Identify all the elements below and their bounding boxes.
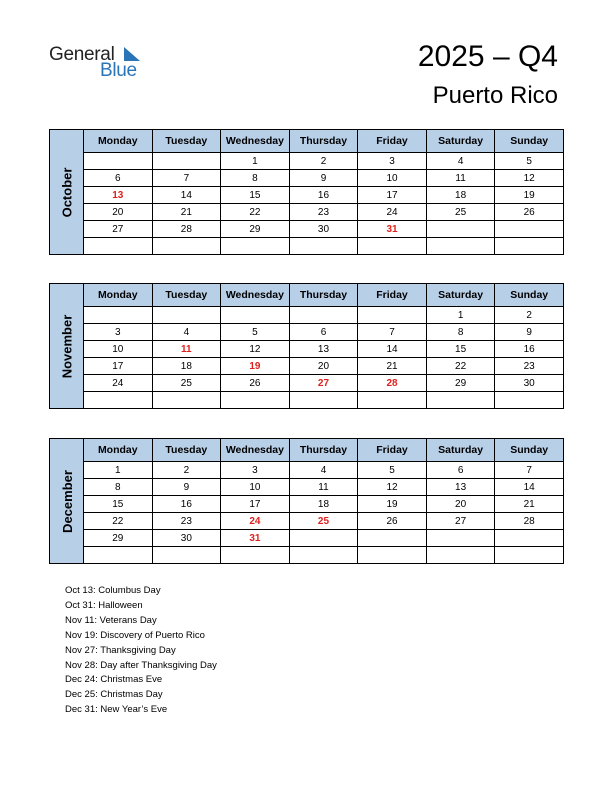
day-cell [152,547,221,564]
weekday-header: Monday [84,284,153,307]
day-cell: 20 [289,358,358,375]
weekday-header: Wednesday [221,284,290,307]
day-cell [426,238,495,255]
weekday-header: Tuesday [152,284,221,307]
day-cell [495,530,564,547]
holiday-item: Dec 25: Christmas Day [65,689,163,701]
month-label [49,438,84,564]
day-cell: 28 [358,375,427,392]
day-cell [221,307,290,324]
week-row [84,238,564,255]
day-cell: 27 [289,375,358,392]
day-cell: 29 [84,530,153,547]
day-cell: 21 [152,204,221,221]
weekday-header: Tuesday [152,439,221,462]
day-cell: 7 [358,324,427,341]
month-label [49,129,84,255]
day-cell: 21 [358,358,427,375]
day-cell [426,392,495,409]
week-row [84,170,564,187]
day-cell: 10 [221,479,290,496]
day-cell: 2 [152,462,221,479]
day-cell: 4 [426,153,495,170]
month-name: October [59,167,75,217]
month-name: November [59,314,75,378]
day-cell: 25 [289,513,358,530]
day-cell: 2 [495,307,564,324]
week-row [84,547,564,564]
day-cell [289,530,358,547]
day-cell: 26 [495,204,564,221]
weekday-header: Monday [84,130,153,153]
week-row [84,392,564,409]
day-cell: 31 [221,530,290,547]
logo-text-general: General [49,44,115,65]
day-cell [152,238,221,255]
day-cell: 11 [289,479,358,496]
day-cell: 8 [221,170,290,187]
day-cell [221,238,290,255]
day-cell [221,547,290,564]
day-cell: 14 [152,187,221,204]
day-cell [426,221,495,238]
week-row [84,341,564,358]
day-cell: 1 [84,462,153,479]
day-cell: 23 [495,358,564,375]
holiday-list [65,584,217,718]
day-cell: 11 [152,341,221,358]
day-cell: 4 [152,324,221,341]
day-cell: 1 [221,153,290,170]
day-cell [495,221,564,238]
day-cell: 13 [84,187,153,204]
day-cell [289,392,358,409]
day-cell: 8 [84,479,153,496]
day-cell: 30 [289,221,358,238]
day-cell: 22 [426,358,495,375]
day-cell: 23 [152,513,221,530]
day-cell: 21 [495,496,564,513]
day-cell: 18 [289,496,358,513]
day-cell: 28 [495,513,564,530]
day-cell: 9 [152,479,221,496]
month-label [49,283,84,409]
day-cell: 14 [358,341,427,358]
day-cell: 13 [426,479,495,496]
logo-text-blue: Blue [100,60,137,81]
holiday-item: Oct 31: Halloween [65,599,143,611]
day-cell: 26 [221,375,290,392]
day-cell: 22 [221,204,290,221]
day-cell: 28 [152,221,221,238]
day-cell: 31 [358,221,427,238]
week-row [84,307,564,324]
weekday-header: Wednesday [221,439,290,462]
day-cell: 3 [358,153,427,170]
day-cell: 22 [84,513,153,530]
day-cell [221,392,290,409]
month-calendar [49,129,564,255]
day-cell [358,530,427,547]
page-title: 2025 – Q4 [417,40,558,73]
day-cell: 19 [495,187,564,204]
day-cell: 17 [84,358,153,375]
day-cell: 3 [84,324,153,341]
day-cell [495,547,564,564]
day-cell: 24 [84,375,153,392]
weekday-header: Thursday [289,130,358,153]
month-grid [83,438,564,564]
day-cell: 29 [221,221,290,238]
holiday-item: Dec 24: Christmas Eve [65,674,163,686]
day-cell: 8 [426,324,495,341]
week-row [84,324,564,341]
day-cell [289,307,358,324]
day-cell: 17 [358,187,427,204]
day-cell: 12 [221,341,290,358]
day-cell: 5 [495,153,564,170]
weekday-header: Tuesday [152,130,221,153]
day-cell: 15 [426,341,495,358]
day-cell: 23 [289,204,358,221]
day-cell: 15 [221,187,290,204]
day-cell: 12 [358,479,427,496]
weekday-header: Sunday [495,130,564,153]
weekday-header: Saturday [426,439,495,462]
day-cell: 19 [358,496,427,513]
week-row [84,375,564,392]
day-cell: 29 [426,375,495,392]
day-cell: 7 [152,170,221,187]
day-cell [289,238,358,255]
day-cell [358,307,427,324]
day-cell [152,307,221,324]
week-row [84,204,564,221]
weekday-header: Thursday [289,439,358,462]
day-cell [358,392,427,409]
day-cell [84,238,153,255]
day-cell [358,547,427,564]
holiday-item: Nov 19: Discovery of Puerto Rico [65,629,205,641]
month-calendar [49,283,564,409]
day-cell: 18 [152,358,221,375]
week-row [84,221,564,238]
weekday-header: Monday [84,439,153,462]
day-cell: 20 [426,496,495,513]
day-cell: 19 [221,358,290,375]
day-cell: 10 [358,170,427,187]
day-cell: 24 [221,513,290,530]
month-grid [83,283,564,409]
day-cell [84,307,153,324]
day-cell: 13 [289,341,358,358]
holiday-item: Nov 27: Thanksgiving Day [65,644,176,656]
week-row [84,153,564,170]
week-row [84,358,564,375]
day-cell: 30 [495,375,564,392]
day-cell: 5 [358,462,427,479]
day-cell: 18 [426,187,495,204]
day-cell [426,547,495,564]
day-cell: 27 [426,513,495,530]
logo-triangle-icon [124,47,140,61]
day-cell: 3 [221,462,290,479]
weekday-header: Sunday [495,439,564,462]
weekday-header: Thursday [289,284,358,307]
day-cell: 9 [495,324,564,341]
day-cell: 26 [358,513,427,530]
day-cell [426,530,495,547]
week-row [84,187,564,204]
day-cell: 9 [289,170,358,187]
weekday-header: Friday [358,284,427,307]
day-cell [84,153,153,170]
week-row [84,530,564,547]
generalblue-logo [49,44,159,84]
day-cell: 10 [84,341,153,358]
holiday-item: Nov 11: Veterans Day [65,614,157,626]
day-cell [152,392,221,409]
day-cell: 30 [152,530,221,547]
holiday-item: Nov 28: Day after Thanksgiving Day [65,659,217,671]
day-cell [84,547,153,564]
day-cell: 17 [221,496,290,513]
holiday-item: Dec 31: New Year’s Eve [65,704,168,716]
weekday-header: Saturday [426,284,495,307]
weekday-header: Friday [358,439,427,462]
week-row [84,513,564,530]
page-subtitle: Puerto Rico [432,82,558,109]
day-cell: 7 [495,462,564,479]
day-cell: 12 [495,170,564,187]
day-cell: 4 [289,462,358,479]
day-cell [495,392,564,409]
day-cell [84,392,153,409]
day-cell: 11 [426,170,495,187]
day-cell: 27 [84,221,153,238]
weekday-header: Friday [358,130,427,153]
day-cell: 25 [426,204,495,221]
day-cell: 6 [84,170,153,187]
day-cell: 20 [84,204,153,221]
day-cell: 2 [289,153,358,170]
month-calendar [49,438,564,564]
day-cell: 15 [84,496,153,513]
day-cell: 16 [495,341,564,358]
day-cell [289,547,358,564]
month-name: December [59,469,75,533]
day-cell: 24 [358,204,427,221]
day-cell: 16 [289,187,358,204]
weekday-header: Sunday [495,284,564,307]
day-cell: 6 [426,462,495,479]
weekday-header: Saturday [426,130,495,153]
day-cell [495,238,564,255]
day-cell: 14 [495,479,564,496]
week-row [84,462,564,479]
day-cell: 5 [221,324,290,341]
day-cell: 25 [152,375,221,392]
week-row [84,479,564,496]
week-row [84,496,564,513]
holiday-item: Oct 13: Columbus Day [65,585,161,596]
day-cell: 16 [152,496,221,513]
day-cell [358,238,427,255]
month-grid [83,129,564,255]
weekday-header: Wednesday [221,130,290,153]
day-cell [152,153,221,170]
day-cell: 1 [426,307,495,324]
day-cell: 6 [289,324,358,341]
